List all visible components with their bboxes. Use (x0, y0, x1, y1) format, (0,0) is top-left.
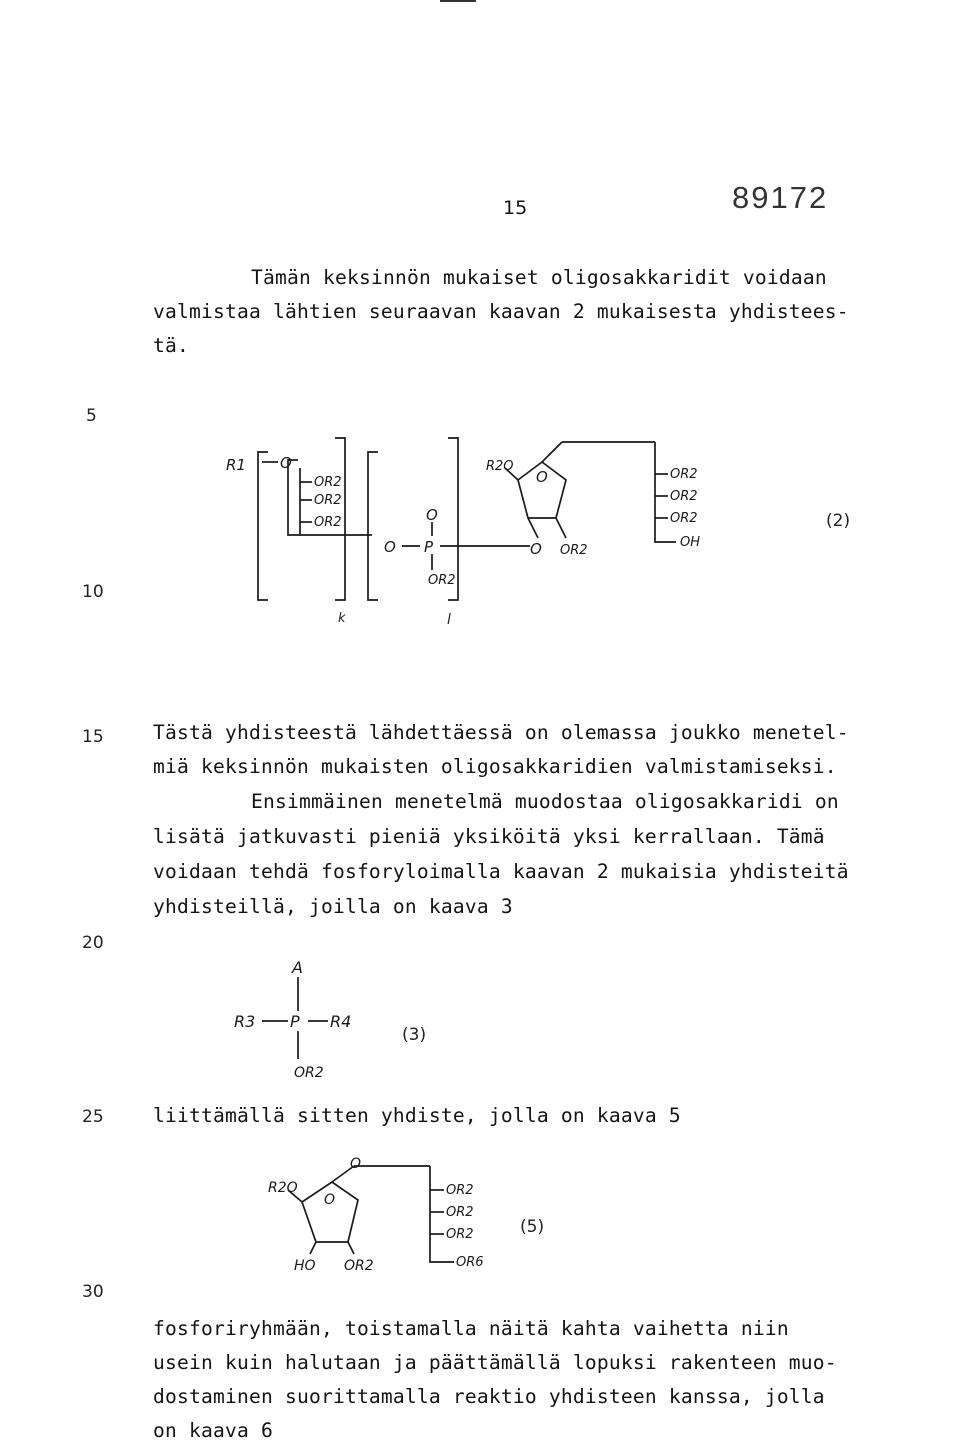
formula-5-chain-or2-a: OR2 (446, 1183, 474, 1198)
formula-5-ring-o: O (324, 1192, 336, 1208)
paragraph-2-line-5: voidaan tehdä fosforyloimalla kaavan 2 mukaisia yhdisteitä (153, 860, 849, 883)
formula-2-o-link: O (384, 538, 396, 556)
formula-2-o-bottom: O (530, 540, 542, 558)
formula-5-o-top: O (350, 1156, 362, 1172)
formula-2-r1: R1 (226, 456, 246, 474)
formula-3-a: A (292, 958, 303, 977)
formula-2-chain-or2-a: OR2 (670, 467, 698, 482)
formula-5-or6: OR6 (456, 1255, 484, 1270)
formula-3-r4: R4 (330, 1012, 352, 1031)
formula-2-o: O (280, 454, 292, 472)
document-number: 89172 (732, 180, 829, 215)
formula-3-label: (3) (402, 1025, 427, 1045)
formula-2-oh: OH (680, 535, 701, 550)
paragraph-2-line-4: lisätä jatkuvasti pieniä yksiköitä yksi kerrallaan. Tämä (153, 825, 825, 848)
formula-2-or2-b: OR2 (314, 493, 342, 508)
page-number: 15 (503, 197, 528, 219)
paragraph-2-line-3: Ensimmäinen menetelmä muodostaa oligosakkaridi on (251, 790, 839, 813)
formula-3-r3: R3 (234, 1012, 256, 1031)
paragraph-2-line-6: yhdisteillä, joilla on kaava 3 (153, 895, 513, 918)
paragraph-4-line-1: fosforiryhmään, toistamalla näitä kahta vaihetta niin (153, 1317, 789, 1340)
formula-2-l: l (447, 612, 451, 628)
paragraph-1-line-1: Tämän keksinnön mukaiset oligosakkaridit voidaan (251, 266, 827, 289)
formula-5-label: (5) (520, 1217, 545, 1237)
paragraph-4-line-4: on kaava 6 (153, 1419, 273, 1442)
formula-2-p-oxo: O (426, 506, 438, 524)
paragraph-4-line-3: dostaminen suorittamalla reaktio yhdisteen kanssa, jolla (153, 1385, 825, 1408)
paragraph-1-line-2: valmistaa lähtien seuraavan kaavan 2 mukaisesta yhdistees- (153, 300, 849, 323)
formula-5-chain-or2-c: OR2 (446, 1227, 474, 1242)
formula-2-structure (0, 430, 960, 670)
formula-2-label: (2) (826, 511, 851, 531)
formula-2-chain-or2-c: OR2 (670, 511, 698, 526)
formula-2-chain-or2-b: OR2 (670, 489, 698, 504)
formula-3-p: P (290, 1012, 300, 1031)
formula-5-chain-or2-b: OR2 (446, 1205, 474, 1220)
paragraph-4-line-2: usein kuin halutaan ja päättämällä lopuksi rakenteen muo- (153, 1351, 837, 1374)
line-number-20: 20 (82, 933, 104, 953)
paragraph-1-line-3: tä. (153, 334, 189, 357)
line-number-30: 30 (82, 1282, 104, 1302)
formula-2-r2o: R2O (486, 459, 514, 474)
line-number-15: 15 (82, 727, 104, 747)
formula-2-ring-or2: OR2 (560, 543, 588, 558)
paragraph-3: liittämällä sitten yhdiste, jolla on kaava 5 (153, 1104, 681, 1127)
line-number-25: 25 (82, 1107, 104, 1127)
formula-5-ring-or2: OR2 (344, 1258, 374, 1274)
formula-5-ho: HO (294, 1258, 316, 1274)
line-number-5: 5 (86, 406, 97, 426)
formula-3-structure (220, 955, 520, 1085)
formula-2-or2-c: OR2 (314, 515, 342, 530)
formula-2-or2-a: OR2 (314, 475, 342, 490)
scan-mark (440, 0, 476, 2)
formula-2-p-or2: OR2 (428, 573, 456, 588)
formula-2-k: k (338, 611, 346, 626)
formula-5-structure (240, 1156, 640, 1290)
formula-5-r2o: R2O (268, 1180, 298, 1196)
line-number-10: 10 (82, 582, 104, 602)
formula-2-ring-o: O (536, 468, 548, 486)
paragraph-2-line-2: miä keksinnön mukaisten oligosakkaridien valmistamiseksi. (153, 755, 837, 778)
formula-3-or2: OR2 (294, 1065, 324, 1081)
formula-2-p: P (424, 538, 434, 556)
paragraph-2-line-1: Tästä yhdisteestä lähdettäessä on olemassa joukko menetel- (153, 721, 849, 744)
